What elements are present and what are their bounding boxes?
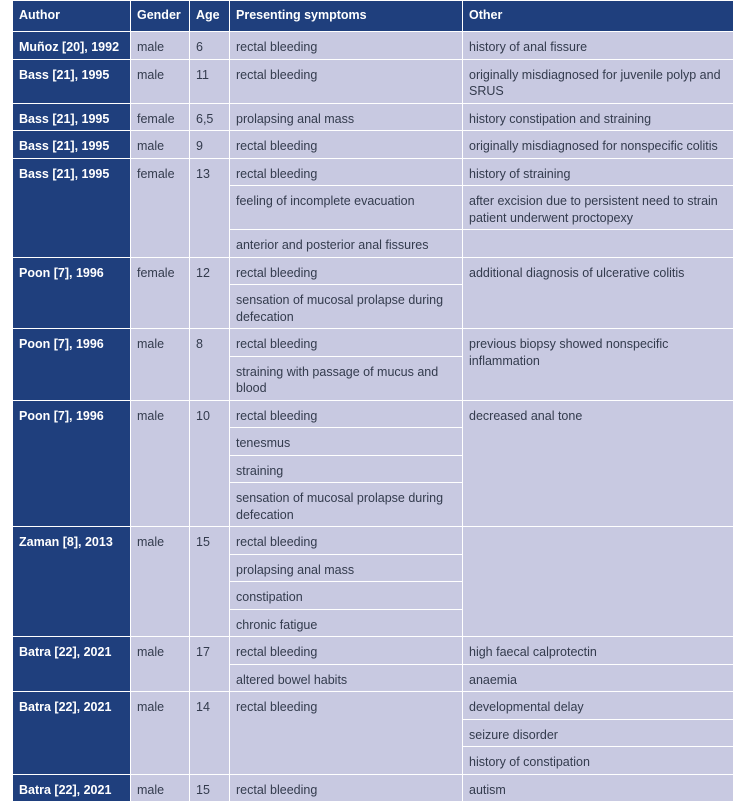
symptom-cell: rectal bleeding [230, 527, 463, 555]
symptom-cell: rectal bleeding [230, 32, 463, 60]
author-cell: Muñoz [20], 1992 [13, 32, 131, 60]
table-row [13, 527, 734, 555]
other-cell: history of constipation [463, 747, 734, 775]
col-header-symptoms: Presenting symptoms [230, 1, 463, 32]
symptom-cell: chronic fatigue [230, 609, 463, 637]
symptom-cell: anterior and posterior anal fissures [230, 230, 463, 258]
age-cell: 12 [190, 257, 230, 329]
table-row [13, 400, 734, 428]
other-cell: decreased anal tone [463, 400, 734, 527]
table-row [13, 103, 734, 131]
other-cell [463, 527, 734, 637]
other-cell: history of straining [463, 158, 734, 186]
author-cell: Bass [21], 1995 [13, 131, 131, 159]
other-cell: anaemia [463, 664, 734, 692]
col-header-other: Other [463, 1, 734, 32]
gender-cell: female [131, 103, 190, 131]
age-cell: 14 [190, 692, 230, 775]
table-body [13, 32, 734, 802]
author-cell: Poon [7], 1996 [13, 329, 131, 401]
author-cell: Batra [22], 2021 [13, 692, 131, 775]
symptom-cell: rectal bleeding [230, 257, 463, 285]
other-cell [463, 230, 734, 258]
gender-cell: male [131, 59, 190, 103]
other-cell: history of anal fissure [463, 32, 734, 60]
author-cell: Batra [22], 2021 [13, 637, 131, 692]
case-reports-table [12, 0, 734, 802]
table-row [13, 257, 734, 285]
author-cell: Batra [22], 2021 [13, 774, 131, 802]
other-cell: autism [463, 774, 734, 802]
symptom-cell: rectal bleeding [230, 59, 463, 103]
age-cell: 6,5 [190, 103, 230, 131]
age-cell: 11 [190, 59, 230, 103]
age-cell: 8 [190, 329, 230, 401]
table-row [13, 774, 734, 802]
symptom-cell: straining [230, 455, 463, 483]
author-cell: Poon [7], 1996 [13, 257, 131, 329]
other-cell: seizure disorder [463, 719, 734, 747]
table-row [13, 32, 734, 60]
gender-cell: male [131, 131, 190, 159]
symptom-cell: rectal bleeding [230, 400, 463, 428]
author-cell: Bass [21], 1995 [13, 103, 131, 131]
symptom-cell: straining with passage of mucus and blood [230, 356, 463, 400]
symptom-cell: rectal bleeding [230, 637, 463, 665]
age-cell: 9 [190, 131, 230, 159]
symptom-cell: tenesmus [230, 428, 463, 456]
gender-cell: male [131, 32, 190, 60]
author-cell: Zaman [8], 2013 [13, 527, 131, 637]
author-cell: Bass [21], 1995 [13, 59, 131, 103]
symptom-cell: prolapsing anal mass [230, 103, 463, 131]
col-header-gender: Gender [131, 1, 190, 32]
gender-cell: male [131, 692, 190, 775]
table-row [13, 158, 734, 186]
gender-cell: male [131, 400, 190, 527]
author-cell: Bass [21], 1995 [13, 158, 131, 257]
other-cell: high faecal calprotectin [463, 637, 734, 665]
age-cell: 6 [190, 32, 230, 60]
other-cell: history constipation and straining [463, 103, 734, 131]
age-cell: 17 [190, 637, 230, 692]
table-row [13, 329, 734, 357]
table-row [13, 637, 734, 665]
other-cell: originally misdiagnosed for juvenile polyp and SRUS [463, 59, 734, 103]
symptom-cell: feeling of incomplete evacuation [230, 186, 463, 230]
symptom-cell: rectal bleeding [230, 131, 463, 159]
symptom-cell: sensation of mucosal prolapse during defecation [230, 285, 463, 329]
other-cell: previous biopsy showed nonspecific inflammation [463, 329, 734, 401]
col-header-age: Age [190, 1, 230, 32]
gender-cell: female [131, 257, 190, 329]
gender-cell: male [131, 637, 190, 692]
symptom-cell: prolapsing anal mass [230, 554, 463, 582]
gender-cell: female [131, 158, 190, 257]
col-header-author: Author [13, 1, 131, 32]
symptom-cell: rectal bleeding [230, 692, 463, 775]
gender-cell: male [131, 329, 190, 401]
symptom-cell: rectal bleeding [230, 329, 463, 357]
symptom-cell: sensation of mucosal prolapse during defecation [230, 483, 463, 527]
age-cell: 13 [190, 158, 230, 257]
gender-cell: male [131, 774, 190, 802]
symptom-cell: constipation [230, 582, 463, 610]
symptom-cell: rectal bleeding [230, 158, 463, 186]
age-cell: 10 [190, 400, 230, 527]
author-cell: Poon [7], 1996 [13, 400, 131, 527]
table-row [13, 59, 734, 103]
gender-cell: male [131, 527, 190, 637]
other-cell: after excision due to persistent need to strain patient underwent proctopexy [463, 186, 734, 230]
symptom-cell: rectal bleeding [230, 774, 463, 802]
table-row [13, 131, 734, 159]
table-row [13, 692, 734, 720]
age-cell: 15 [190, 527, 230, 637]
header-row [13, 1, 734, 32]
other-cell: additional diagnosis of ulcerative colitis [463, 257, 734, 329]
other-cell: developmental delay [463, 692, 734, 720]
symptom-cell: altered bowel habits [230, 664, 463, 692]
age-cell: 15 [190, 774, 230, 802]
other-cell: originally misdiagnosed for nonspecific colitis [463, 131, 734, 159]
